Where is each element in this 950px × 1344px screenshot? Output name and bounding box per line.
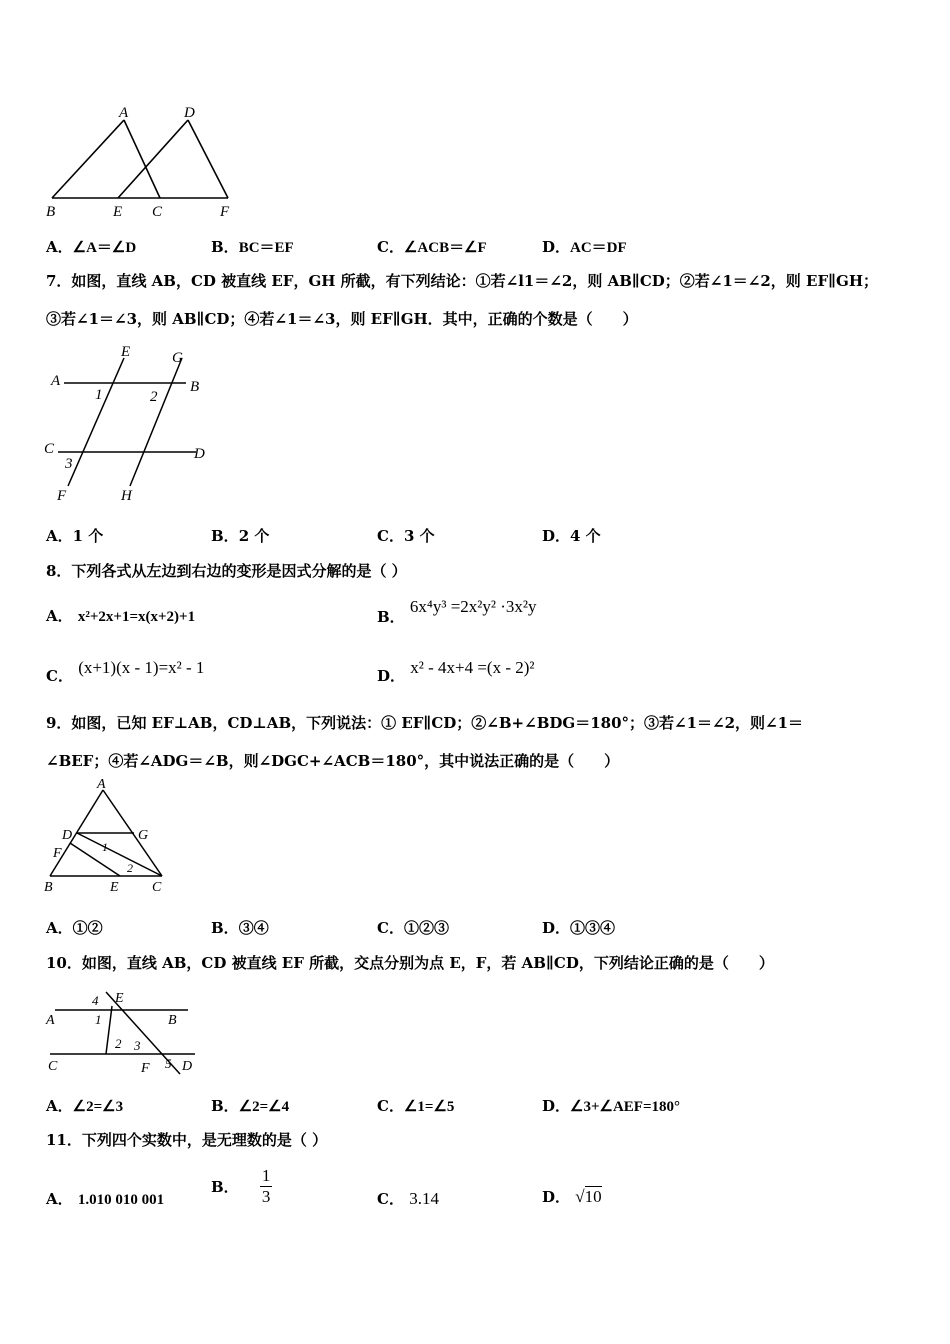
q6-label-f: F: [220, 204, 230, 220]
q6-option-a: [46, 236, 136, 257]
q7-option-c-letter: C．: [377, 527, 404, 545]
q9-stem-line2: ∠BEF；④若∠ADG＝∠B，则∠DGC+∠ACB＝180°，其中说法正确的是（ ）: [46, 752, 620, 770]
q10-stem: 10．如图，直线 AB，CD 被直线 EF 所截，交点分别为点 E，F，若 AB∥CD，下列结论正确的是（ ）: [46, 954, 774, 972]
q7-label-g: G: [172, 350, 183, 366]
q10-label-2: 2: [115, 1036, 122, 1051]
q8-option-a-text: x²+2x+1=x(x+2)+1: [77, 609, 196, 625]
q10-label-5: 5: [165, 1056, 172, 1071]
q6-option-d-letter: D．: [542, 238, 571, 256]
q8-option-d-letter: D．: [377, 667, 406, 685]
q7-label-b: B: [190, 379, 200, 395]
q10-option-c: [377, 1095, 454, 1116]
q10-option-c-text: ∠1=∠5: [403, 1099, 455, 1115]
q11-option-d-letter: D．: [542, 1188, 571, 1206]
q10-label-b: B: [168, 1013, 177, 1028]
q11-option-c-text: 3.14: [409, 1189, 439, 1208]
q10-option-a-text: ∠2=∠3: [72, 1099, 124, 1115]
q6-option-c-text: ∠ACB＝∠F: [403, 240, 487, 256]
q8-option-c: [46, 657, 205, 685]
q9-option-a: [46, 917, 103, 938]
q11-option-d-radical-sign: √: [575, 1187, 585, 1206]
q11-option-c: [377, 1188, 439, 1209]
q6-option-c-letter: C．: [377, 238, 404, 256]
q9-option-d-text: ①③④: [570, 919, 616, 937]
q9-label-a: A: [97, 777, 106, 792]
q7-stem-line1: 7．如图，直线 AB，CD 被直线 EF，GH 所截，有下列结论：①若∠l1＝∠2，则 AB∥CD；②若∠1＝∠2，则 EF∥GH；: [46, 272, 879, 290]
q8-option-b-text: 6x⁴y³ =2x²y² ·3x²y: [409, 597, 537, 616]
q10-option-a: [46, 1095, 123, 1116]
q11-option-a: [46, 1188, 164, 1209]
q9-option-d: [542, 917, 615, 938]
q9-option-a-text: ①②: [72, 919, 103, 937]
q11-option-b-numerator: 1: [261, 1166, 271, 1185]
q11-stem: 11．下列四个实数中，是无理数的是（ ）: [46, 1131, 328, 1149]
q7-label-1: 1: [95, 387, 103, 403]
q10-option-b: [211, 1095, 289, 1116]
q6-label-a: A: [119, 105, 129, 121]
q9-option-d-letter: D．: [542, 919, 571, 937]
q9-option-c: [377, 917, 449, 938]
q11-option-d: [542, 1186, 602, 1207]
q6-label-d: D: [184, 105, 195, 121]
q6-figure: [40, 100, 240, 225]
q7-figure: [40, 340, 220, 510]
q10-label-3: 3: [134, 1038, 141, 1053]
q10-figure: [40, 982, 200, 1082]
q9-option-b: [211, 917, 269, 938]
q9-option-b-text: ③④: [238, 919, 269, 937]
q9-label-e: E: [110, 880, 119, 895]
q6-label-e: E: [113, 204, 123, 220]
q9-figure: [40, 776, 180, 898]
q8-stem: 8．下列各式从左边到右边的变形是因式分解的是（ ）: [46, 562, 407, 580]
q7-option-c: [377, 525, 435, 546]
q10-label-e: E: [115, 991, 124, 1006]
q9-label-2: 2: [127, 861, 133, 875]
q6-label-b: B: [46, 204, 56, 220]
q6-option-c: [377, 236, 487, 257]
q7-option-a-letter: A．: [46, 527, 73, 545]
q11-option-b-letter: B．: [211, 1178, 239, 1196]
q9-label-b: B: [44, 880, 53, 895]
q10-label-d: D: [182, 1059, 193, 1074]
q10-option-c-letter: C．: [377, 1097, 404, 1115]
q8-option-d: [377, 657, 535, 685]
q7-option-a-text: 1 个: [72, 527, 104, 545]
q9-option-a-letter: A．: [46, 919, 73, 937]
q8-option-c-text: (x+1)(x - 1)=x² - 1: [78, 658, 205, 677]
q9-stem-line1: 9．如图，已知 EF⊥AB，CD⊥AB，下列说法：① EF∥CD；②∠B+∠BDG＝180°；③若∠1＝∠2，则∠1＝: [46, 714, 804, 732]
q11-option-b-fraction: [260, 1166, 273, 1207]
q11-option-b: [211, 1166, 272, 1207]
q10-option-b-text: ∠2=∠4: [238, 1099, 290, 1115]
q7-option-b-letter: B．: [211, 527, 239, 545]
q8-option-b: [377, 596, 537, 626]
q11-option-d-radical: [575, 1186, 601, 1206]
q7-label-d: D: [194, 446, 205, 462]
q9-label-c: C: [152, 880, 162, 895]
q10-label-a: A: [46, 1013, 55, 1028]
q6-option-b-text: BC＝EF: [238, 240, 294, 256]
q6-option-d-text: AC＝DF: [570, 240, 627, 256]
q6-option-a-letter: A．: [46, 238, 73, 256]
q10-option-b-letter: B．: [211, 1097, 239, 1115]
q11-option-d-radicand: 10: [584, 1187, 602, 1206]
q9-label-f: F: [53, 846, 62, 861]
q10-label-c: C: [48, 1059, 58, 1074]
q8-option-c-letter: C．: [46, 667, 73, 685]
q7-label-3: 3: [65, 456, 73, 472]
q9-option-c-letter: C．: [377, 919, 404, 937]
q7-label-c: C: [44, 441, 55, 457]
q6-option-b: [211, 236, 294, 257]
q10-option-a-letter: A．: [46, 1097, 73, 1115]
q7-option-c-text: 3 个: [403, 527, 435, 545]
q7-option-d-text: 4 个: [570, 527, 601, 545]
q9-label-1: 1: [102, 840, 108, 854]
q7-option-d-letter: D．: [542, 527, 571, 545]
q6-label-c: C: [152, 204, 163, 220]
q10-option-d-letter: D．: [542, 1097, 571, 1115]
q6-option-b-letter: B．: [211, 238, 239, 256]
q9-label-d: D: [62, 828, 73, 843]
q6-option-d: [542, 236, 627, 257]
q7-option-d: [542, 525, 601, 546]
q11-option-c-letter: C．: [377, 1190, 404, 1208]
q7-label-h: H: [121, 488, 132, 504]
q8-option-a: [46, 605, 195, 626]
q9-option-c-text: ①②③: [403, 919, 449, 937]
q7-label-a: A: [51, 373, 61, 389]
q11-option-b-denominator: 3: [261, 1187, 271, 1206]
q8-option-b-letter: B．: [377, 608, 405, 626]
q7-stem-line2: ③若∠1＝∠3，则 AB∥CD；④若∠1＝∠3，则 EF∥GH．其中，正确的个数是（ ）: [46, 310, 638, 328]
q7-label-f: F: [57, 488, 67, 504]
q11-option-a-text: 1.010 010 001: [77, 1192, 165, 1208]
q7-label-2: 2: [150, 389, 158, 405]
q10-label-f: F: [141, 1061, 150, 1076]
q7-option-b: [211, 525, 269, 546]
q10-label-1: 1: [95, 1012, 102, 1027]
q10-option-d-text: ∠3+∠AEF=180°: [570, 1099, 681, 1115]
q10-label-4: 4: [92, 993, 99, 1008]
q6-option-a-text: ∠A＝∠D: [72, 240, 137, 256]
q10-option-d: [542, 1095, 680, 1116]
q8-option-d-text: x² - 4x+4 =(x - 2)²: [410, 658, 535, 677]
q11-option-a-letter: A．: [46, 1190, 73, 1208]
q9-option-b-letter: B．: [211, 919, 239, 937]
q7-label-e: E: [121, 344, 131, 360]
q7-option-b-text: 2 个: [238, 527, 270, 545]
q9-label-g: G: [138, 828, 149, 843]
q7-option-a: [46, 525, 103, 546]
q8-option-a-letter: A．: [46, 607, 73, 625]
